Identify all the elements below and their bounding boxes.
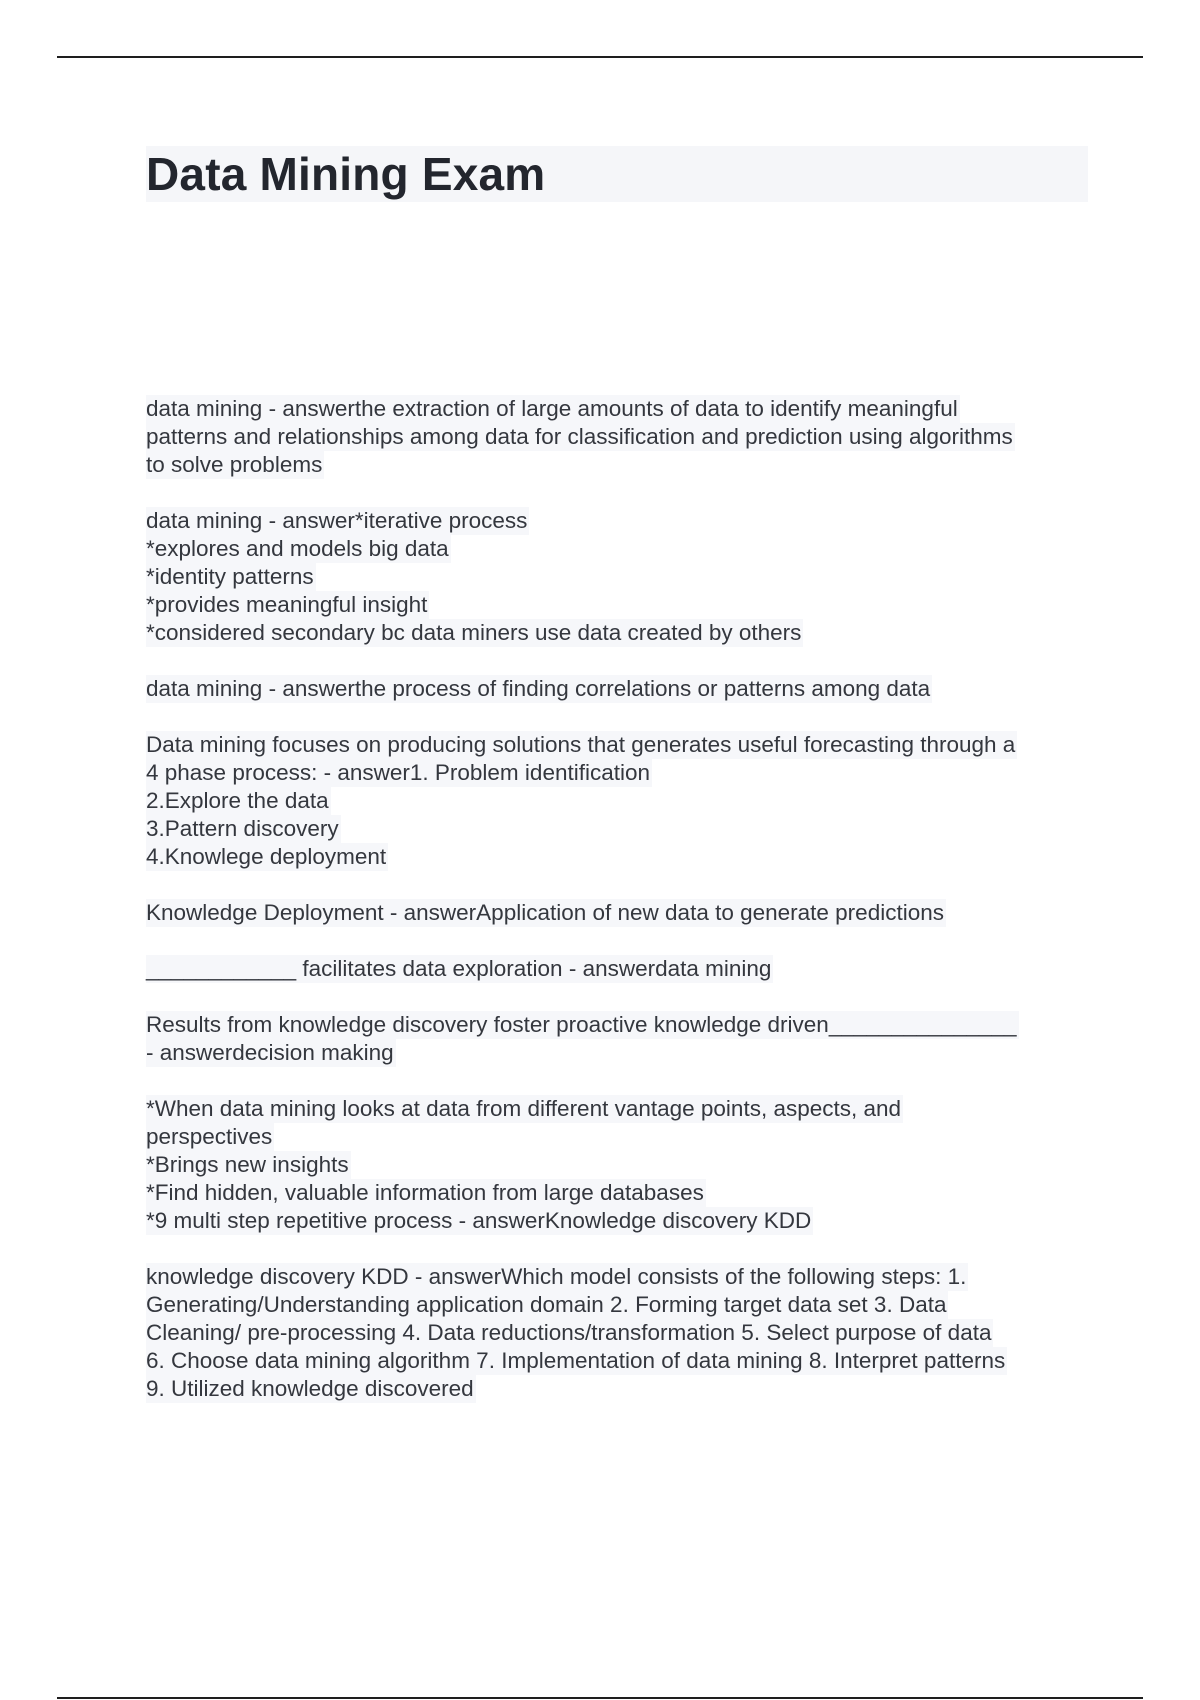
- qa-line: 4 phase process: - answer1. Problem identification: [146, 760, 651, 785]
- qa-line: Results from knowledge discovery foster proactive knowledge driven_______________: [146, 1012, 1017, 1037]
- qa-entry: [146, 395, 1086, 479]
- qa-line: *considered secondary bc data miners use data created by others: [146, 620, 802, 645]
- bottom-rule: [57, 1697, 1143, 1699]
- document-title: Data Mining Exam: [146, 148, 546, 200]
- qa-line: perspectives: [146, 1124, 273, 1149]
- qa-line: 4.Knowlege deployment: [146, 844, 387, 869]
- qa-entry: [146, 899, 1086, 927]
- qa-line: data mining - answerthe process of finding correlations or patterns among data: [146, 676, 931, 701]
- qa-line: ____________ facilitates data exploration - answerdata mining: [146, 956, 772, 981]
- qa-line: knowledge discovery KDD - answerWhich model consists of the following steps: 1.: [146, 1264, 967, 1289]
- qa-list: [146, 395, 1086, 1431]
- qa-line: data mining - answerthe extraction of large amounts of data to identify meaningful: [146, 396, 958, 421]
- qa-entry: [146, 731, 1086, 871]
- qa-line: data mining - answer*iterative process: [146, 508, 528, 533]
- qa-line: Cleaning/ pre-processing 4. Data reductions/transformation 5. Select purpose of data: [146, 1320, 992, 1345]
- qa-entry: [146, 1011, 1086, 1067]
- qa-line: *9 multi step repetitive process - answerKnowledge discovery KDD: [146, 1208, 812, 1233]
- qa-line: *When data mining looks at data from different vantage points, aspects, and: [146, 1096, 902, 1121]
- qa-line: Generating/Understanding application domain 2. Forming target data set 3. Data: [146, 1292, 947, 1317]
- qa-line: patterns and relationships among data for classification and prediction using algorithms: [146, 424, 1013, 449]
- qa-line: 3.Pattern discovery: [146, 816, 339, 841]
- qa-entry: [146, 675, 1086, 703]
- qa-line: *identity patterns: [146, 564, 314, 589]
- qa-line: 6. Choose data mining algorithm 7. Implementation of data mining 8. Interpret patterns: [146, 1348, 1006, 1373]
- qa-line: to solve problems: [146, 452, 323, 477]
- qa-entry: [146, 955, 1086, 983]
- qa-entry: [146, 1095, 1086, 1235]
- top-rule: [57, 56, 1143, 58]
- qa-line: *provides meaningful insight: [146, 592, 428, 617]
- qa-line: *Find hidden, valuable information from large databases: [146, 1180, 704, 1205]
- qa-line: Knowledge Deployment - answerApplication of new data to generate predictions: [146, 900, 944, 925]
- qa-line: - answerdecision making: [146, 1040, 394, 1065]
- qa-line: Data mining focuses on producing solutions that generates useful forecasting through a: [146, 732, 1016, 757]
- qa-line: *Brings new insights: [146, 1152, 349, 1177]
- qa-line: 2.Explore the data: [146, 788, 329, 813]
- qa-line: 9. Utilized knowledge discovered: [146, 1376, 474, 1401]
- qa-entry: [146, 507, 1086, 647]
- qa-entry: [146, 1263, 1086, 1403]
- qa-line: *explores and models big data: [146, 536, 449, 561]
